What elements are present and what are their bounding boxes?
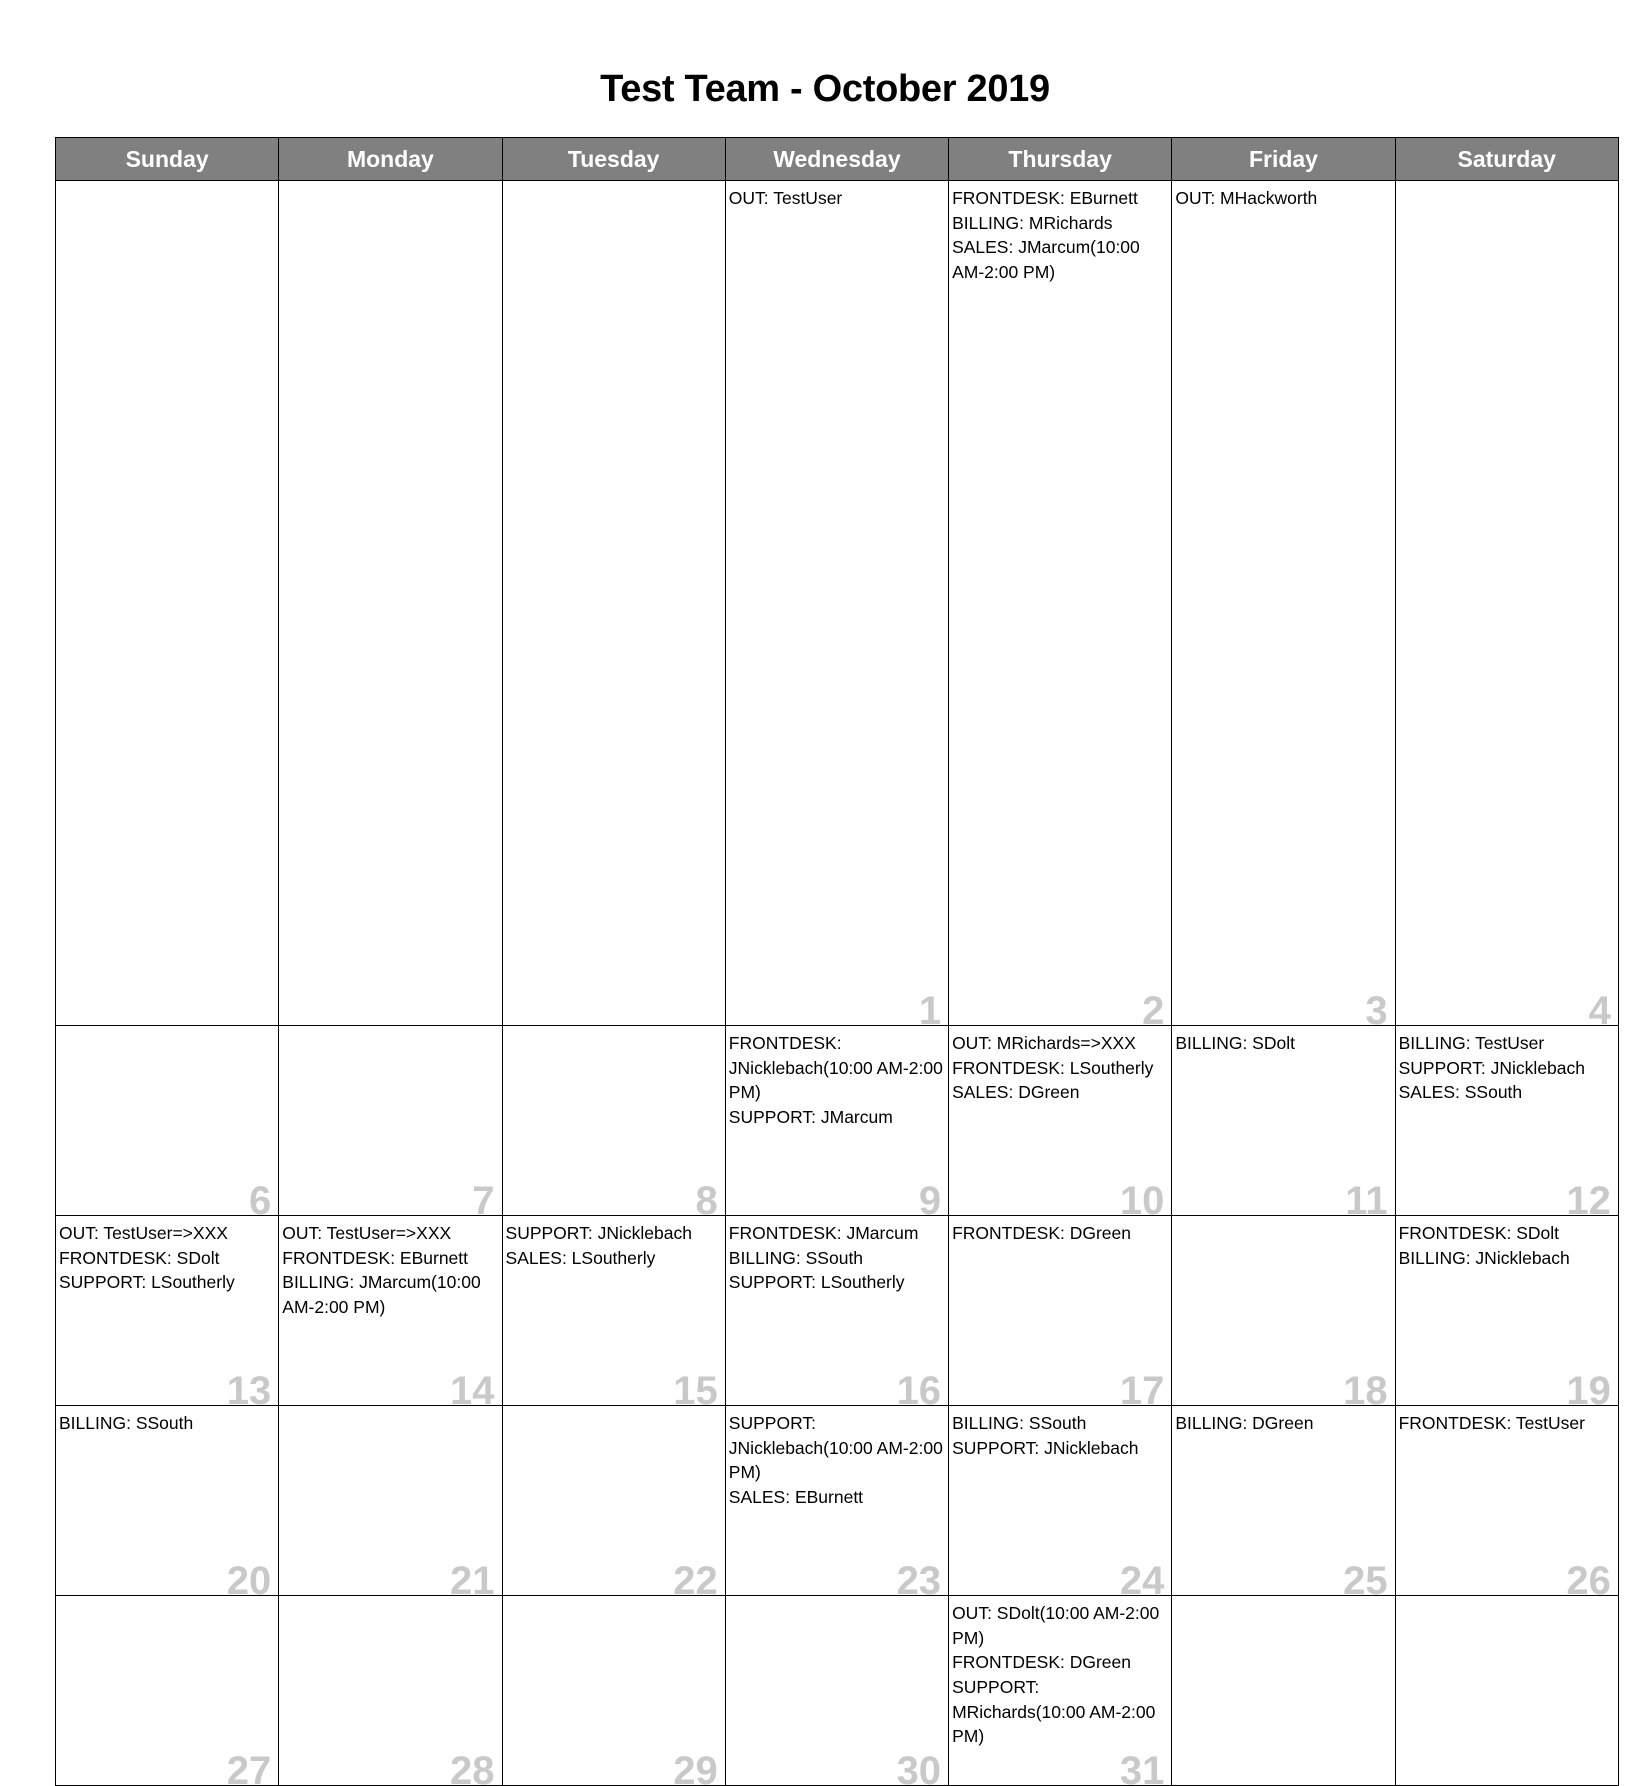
day-event[interactable]: FRONTDESK: EBurnett [952,188,1138,208]
page-title: Test Team - October 2019 [600,68,1050,110]
day-events-list [726,1406,948,1510]
day-events-list [56,1406,278,1436]
day-events-list [279,181,501,186]
day-event[interactable]: OUT: MHackworth [1175,188,1318,208]
day-cell-empty [1395,1595,1618,1785]
day-cell-inner [279,1216,501,1405]
day-cell-inner [1396,1026,1618,1215]
day-cell-empty [279,181,502,1026]
day-event[interactable]: SUPPORT: JNicklebach [505,1222,692,1243]
day-event[interactable]: SALES: JMarcum(10:00 AM-2:00 PM) [952,237,1140,283]
day-cell-2[interactable] [949,181,1172,1026]
day-cell-28[interactable] [279,1595,502,1785]
day-events-list [503,1406,725,1411]
day-event[interactable]: SUPPORT: LSoutherly [728,1272,905,1293]
day-events-list [503,1596,725,1601]
day-number: 12 [1566,1178,1611,1216]
day-cell-10[interactable] [949,1025,1172,1215]
day-events-list [1396,1026,1618,1105]
day-event[interactable]: FRONTDESK: LSoutherly [952,1057,1154,1078]
calendar-week-row [56,1215,1619,1405]
day-cell-6[interactable] [56,1025,279,1215]
day-events-list [1396,181,1618,186]
day-number: 1 [918,988,942,1026]
weekday-header-sunday: Sunday [56,138,279,181]
day-number: 6 [249,1178,272,1216]
day-cell-inner [726,1026,948,1215]
day-events-list [949,1026,1171,1105]
day-events-list [279,1216,501,1320]
day-cell-13[interactable] [56,1215,279,1405]
day-event[interactable]: FRONTDESK: SDolt [1398,1222,1560,1243]
day-number: 3 [1365,988,1388,1026]
day-cell-25[interactable] [1172,1405,1395,1595]
day-cell-inner [949,181,1171,1025]
day-cell-inner [949,1026,1171,1215]
day-cell-inner [503,1406,725,1595]
day-events-list [503,1026,725,1031]
day-number: 8 [695,1178,718,1216]
day-event[interactable]: BILLING: SDolt [1175,1032,1295,1053]
day-number: 2 [1142,988,1165,1026]
day-events-list [279,1406,501,1411]
day-cell-9[interactable] [725,1025,948,1215]
day-event[interactable]: SALES: SSouth [1398,1082,1523,1103]
day-events-list [1172,1216,1394,1221]
day-cell-inner [56,181,278,1025]
day-number: 21 [450,1558,495,1596]
day-events-list [949,1596,1171,1749]
day-cell-inner [1396,1216,1618,1405]
day-cell-empty [1172,1595,1395,1785]
day-event[interactable]: SALES: EBurnett [728,1486,864,1507]
day-event[interactable]: OUT: MRichards=>XXX [952,1032,1136,1053]
day-event[interactable]: FRONTDESK: JNicklebach(10:00 AM-2:00 PM) [728,1032,943,1103]
day-cell-inner [1172,1026,1394,1215]
day-cell-24[interactable] [949,1405,1172,1595]
day-number: 25 [1343,1558,1388,1596]
day-events-list [56,1216,278,1295]
day-number: 15 [673,1368,718,1406]
day-event[interactable]: SUPPORT: JMarcum [728,1106,893,1127]
day-cell-19[interactable] [1395,1215,1618,1405]
weekday-header-saturday: Saturday [1395,138,1618,181]
day-events-list [949,1406,1171,1460]
day-cell-inner [503,1216,725,1405]
day-cell-inner [726,1216,948,1405]
calendar-week-row [56,1025,1619,1215]
day-number: 17 [1119,1368,1165,1406]
day-cell-23[interactable] [725,1405,948,1595]
day-number: 19 [1566,1368,1611,1406]
day-cell-18[interactable] [1172,1215,1395,1405]
day-event[interactable]: BILLING: JMarcum(10:00 AM-2:00 PM) [282,1272,481,1317]
day-number: 14 [450,1368,495,1406]
day-number: 11 [1345,1178,1388,1216]
day-cell-inner [1396,1406,1618,1595]
day-events-list [726,181,948,211]
day-events-list [1396,1216,1618,1270]
day-cell-inner [503,1596,725,1785]
day-cell-15[interactable] [502,1215,725,1405]
day-cell-20[interactable] [56,1405,279,1595]
day-cell-3[interactable] [1172,181,1395,1026]
day-cell-17[interactable] [949,1215,1172,1405]
calendar-table [55,137,1619,1786]
day-events-list [726,1216,948,1295]
day-cell-inner [1172,181,1394,1025]
day-cell-inner [279,1406,501,1595]
day-event[interactable]: FRONTDESK: DGreen [952,1222,1131,1243]
day-event[interactable]: SALES: DGreen [952,1082,1080,1103]
day-number: 27 [226,1748,272,1786]
day-number: 23 [896,1558,942,1596]
day-event[interactable]: SUPPORT: MRichards(10:00 AM-2:00 PM) [952,1676,1156,1747]
day-number: 18 [1343,1368,1388,1406]
day-number: 29 [673,1748,718,1786]
day-event[interactable]: BILLING: DGreen [1175,1412,1314,1433]
day-events-list [949,181,1171,285]
day-events-list [56,181,278,186]
weekday-header-thursday: Thursday [949,138,1172,181]
day-cell-1[interactable] [725,181,948,1026]
day-number: 10 [1119,1178,1165,1216]
calendar-body [56,181,1619,1786]
day-cell-inner [949,1406,1171,1595]
day-cell-27[interactable] [56,1595,279,1785]
day-number: 30 [896,1748,942,1786]
day-cell-inner [1172,1596,1394,1785]
day-number: 20 [226,1558,272,1596]
calendar-week-row [56,1405,1619,1595]
day-number: 9 [918,1178,942,1216]
day-cell-inner [279,1596,501,1785]
day-cell-inner [726,1406,948,1595]
day-number: 22 [673,1558,718,1596]
day-number: 28 [450,1748,495,1786]
day-events-list [1172,1026,1394,1056]
weekday-header-friday: Friday [1172,138,1395,181]
day-event[interactable]: OUT: SDolt(10:00 AM-2:00 PM) [952,1602,1160,1648]
weekday-header-monday: Monday [279,138,502,181]
day-cell-inner [503,181,725,1025]
day-cell-inner [949,1596,1171,1785]
day-event[interactable]: OUT: TestUser=>XXX [282,1222,452,1243]
day-events-list [503,1216,725,1270]
calendar-week-row [56,181,1619,1026]
day-cell-29[interactable] [502,1595,725,1785]
day-event[interactable]: BILLING: TestUser [1398,1032,1545,1053]
day-cell-14[interactable] [279,1215,502,1405]
weekday-header-tuesday: Tuesday [502,138,725,181]
day-cell-22[interactable] [502,1405,725,1595]
day-event[interactable]: SUPPORT: JNicklebach(10:00 AM-2:00 PM) [728,1412,943,1483]
day-events-list [1172,1596,1394,1601]
day-cell-16[interactable] [725,1215,948,1405]
day-cell-26[interactable] [1395,1405,1618,1595]
day-event[interactable]: FRONTDESK: EBurnett [282,1247,469,1268]
day-event[interactable]: BILLING: SSouth [59,1412,194,1433]
calendar-header-row [56,138,1619,181]
day-cell-7[interactable] [279,1025,502,1215]
day-cell-31[interactable] [949,1595,1172,1785]
day-events-list [726,1026,948,1130]
day-cell-inner [1396,1596,1618,1785]
day-cell-inner [726,1596,948,1785]
day-number: 24 [1119,1558,1165,1596]
day-cell-21[interactable] [279,1405,502,1595]
day-event[interactable]: FRONTDESK: TestUser [1398,1412,1585,1433]
day-cell-inner [949,1216,1171,1405]
day-cell-30[interactable] [725,1595,948,1785]
day-events-list [503,181,725,186]
day-number: 7 [472,1178,495,1216]
day-number: 31 [1119,1748,1165,1786]
day-events-list [726,1596,948,1601]
day-event[interactable]: SUPPORT: LSoutherly [59,1272,235,1293]
day-event[interactable]: SUPPORT: JNicklebach [1398,1057,1586,1078]
day-cell-inner [1172,1216,1394,1405]
day-events-list [1172,181,1394,211]
day-number: 16 [896,1368,942,1406]
day-cell-inner [56,1406,278,1595]
day-cell-inner [726,181,948,1025]
day-cell-inner [279,1026,501,1215]
day-event[interactable]: FRONTDESK: JMarcum [728,1222,919,1243]
day-event[interactable]: BILLING: SSouth [952,1412,1087,1433]
day-event[interactable]: OUT: TestUser [728,188,843,208]
day-event[interactable]: BILLING: JNicklebach [1398,1247,1570,1268]
day-cell-inner [1396,181,1618,1025]
day-number: 4 [1588,988,1611,1026]
day-cell-empty [502,181,725,1026]
weekday-header-wednesday: Wednesday [725,138,948,181]
day-cell-empty [56,181,279,1026]
day-event[interactable]: BILLING: MRichards [952,212,1113,233]
day-cell-inner [279,181,501,1025]
day-cell-11[interactable] [1172,1025,1395,1215]
calendar-week-row [56,1595,1619,1785]
day-event[interactable]: OUT: TestUser=>XXX [59,1222,228,1243]
day-number: 26 [1566,1558,1611,1596]
day-event[interactable]: SALES: LSoutherly [505,1247,656,1268]
day-events-list [56,1596,278,1601]
day-event[interactable]: SUPPORT: JNicklebach [952,1437,1139,1458]
day-cell-8[interactable] [502,1025,725,1215]
day-events-list [949,1216,1171,1246]
day-events-list [279,1026,501,1031]
day-cell-inner [1172,1406,1394,1595]
day-cell-12[interactable] [1395,1025,1618,1215]
day-event[interactable]: FRONTDESK: DGreen [952,1652,1131,1673]
day-cell-inner [56,1026,278,1215]
day-event[interactable]: FRONTDESK: SDolt [59,1247,220,1268]
day-events-list [56,1026,278,1031]
day-cell-inner [56,1596,278,1785]
day-events-list [1396,1406,1618,1436]
day-events-list [1396,1596,1618,1601]
day-events-list [279,1596,501,1601]
day-cell-inner [503,1026,725,1215]
day-number: 13 [226,1368,272,1406]
day-cell-inner [56,1216,278,1405]
day-cell-4[interactable] [1395,181,1618,1026]
day-event[interactable]: BILLING: SSouth [728,1247,864,1268]
day-events-list [1172,1406,1394,1436]
